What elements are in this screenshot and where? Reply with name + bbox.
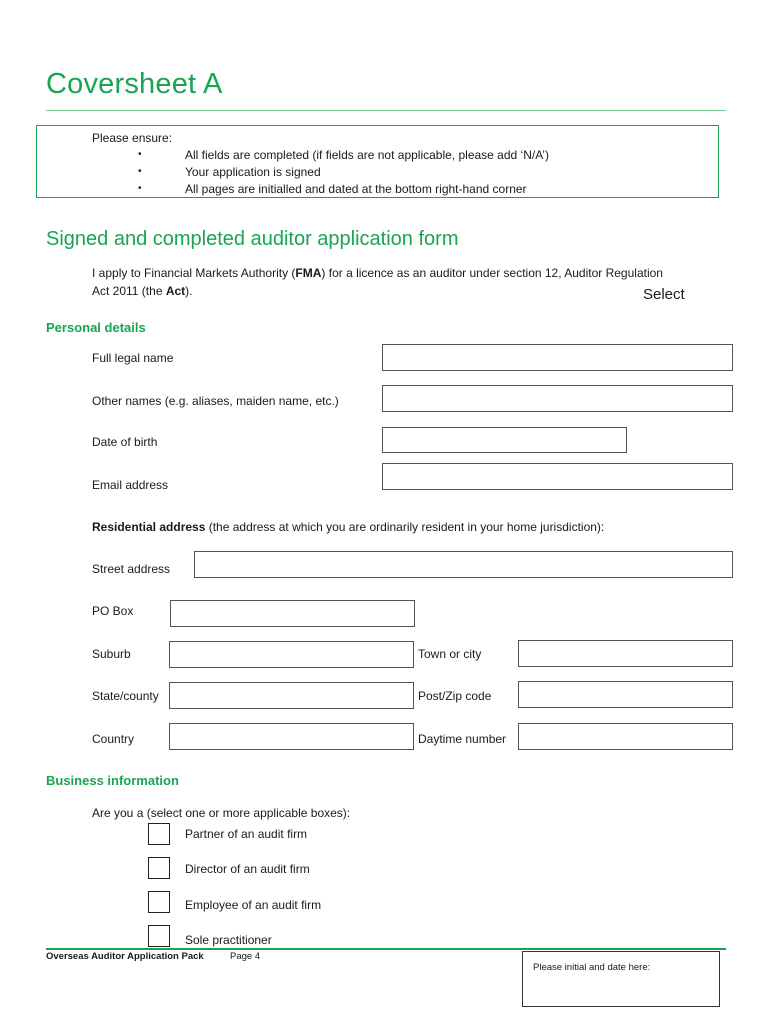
partner-checkbox[interactable] bbox=[148, 823, 170, 845]
dob-field[interactable] bbox=[382, 427, 627, 453]
street-address-label: Street address bbox=[92, 562, 171, 576]
footer-page-number: Page 4 bbox=[230, 951, 261, 962]
dob-label: Date of birth bbox=[92, 435, 158, 449]
post-zip-label: Post/Zip code bbox=[418, 689, 492, 703]
sole-practitioner-label: Sole practitioner bbox=[185, 933, 272, 947]
ensure-item-3: All pages are initialled and dated at the bottom right-hand corner bbox=[185, 182, 527, 196]
ensure-heading: Please ensure: bbox=[92, 131, 173, 145]
initial-date-label: Please initial and date here: bbox=[533, 962, 651, 973]
country-field[interactable] bbox=[169, 723, 414, 750]
title-divider bbox=[46, 110, 726, 111]
section-title: Signed and completed auditor application form bbox=[46, 228, 459, 250]
partner-label: Partner of an audit firm bbox=[185, 827, 308, 841]
po-box-label: PO Box bbox=[92, 604, 134, 618]
select-button[interactable]: Select bbox=[643, 286, 685, 303]
suburb-label: Suburb bbox=[92, 647, 131, 661]
act-abbrev: Act bbox=[165, 284, 186, 298]
email-field[interactable] bbox=[382, 463, 733, 490]
bullet-icon: • bbox=[138, 149, 142, 160]
full-legal-name-label: Full legal name bbox=[92, 351, 174, 365]
street-address-field[interactable] bbox=[194, 551, 733, 578]
intro-line-1: I apply to Financial Markets Authority (FMA) for a licence as an auditor under section 12, Auditor Regulation bbox=[92, 266, 663, 280]
email-label: Email address bbox=[92, 478, 169, 492]
ensure-item-2: Your application is signed bbox=[185, 165, 321, 179]
residential-address-label: Residential address (the address at which you are ordinarily resident in your home jurisdiction): bbox=[92, 520, 605, 534]
country-label: Country bbox=[92, 732, 135, 746]
other-names-label: Other names (e.g. aliases, maiden name, etc.) bbox=[92, 394, 339, 408]
intro-line-2: Act 2011 (the Act). bbox=[92, 284, 193, 298]
state-county-label: State/county bbox=[92, 689, 159, 703]
employee-checkbox[interactable] bbox=[148, 891, 170, 913]
daytime-number-label: Daytime number bbox=[418, 732, 507, 746]
business-info-heading: Business information bbox=[46, 773, 179, 788]
post-zip-field[interactable] bbox=[518, 681, 733, 708]
suburb-field[interactable] bbox=[169, 641, 414, 668]
footer-divider bbox=[46, 948, 726, 950]
fma-abbrev: FMA bbox=[295, 266, 322, 280]
director-checkbox[interactable] bbox=[148, 857, 170, 879]
bullet-icon: • bbox=[138, 166, 142, 177]
director-label: Director of an audit firm bbox=[185, 862, 310, 876]
initial-date-box[interactable] bbox=[522, 951, 720, 1007]
personal-details-heading: Personal details bbox=[46, 320, 146, 335]
ensure-item-1: All fields are completed (if fields are not applicable, please add ‘N/A’) bbox=[185, 148, 549, 162]
full-legal-name-field[interactable] bbox=[382, 344, 733, 371]
business-question: Are you a (select one or more applicable boxes): bbox=[92, 806, 351, 820]
state-county-field[interactable] bbox=[169, 682, 414, 709]
employee-label: Employee of an audit firm bbox=[185, 898, 322, 912]
sole-practitioner-checkbox[interactable] bbox=[148, 925, 170, 947]
other-names-field[interactable] bbox=[382, 385, 733, 412]
page-title: Coversheet A bbox=[46, 68, 223, 100]
po-box-field[interactable] bbox=[170, 600, 415, 627]
bullet-icon: • bbox=[138, 183, 142, 194]
footer-pack-title: Overseas Auditor Application Pack bbox=[46, 951, 204, 962]
town-city-field[interactable] bbox=[518, 640, 733, 667]
daytime-number-field[interactable] bbox=[518, 723, 733, 750]
town-city-label: Town or city bbox=[418, 647, 482, 661]
